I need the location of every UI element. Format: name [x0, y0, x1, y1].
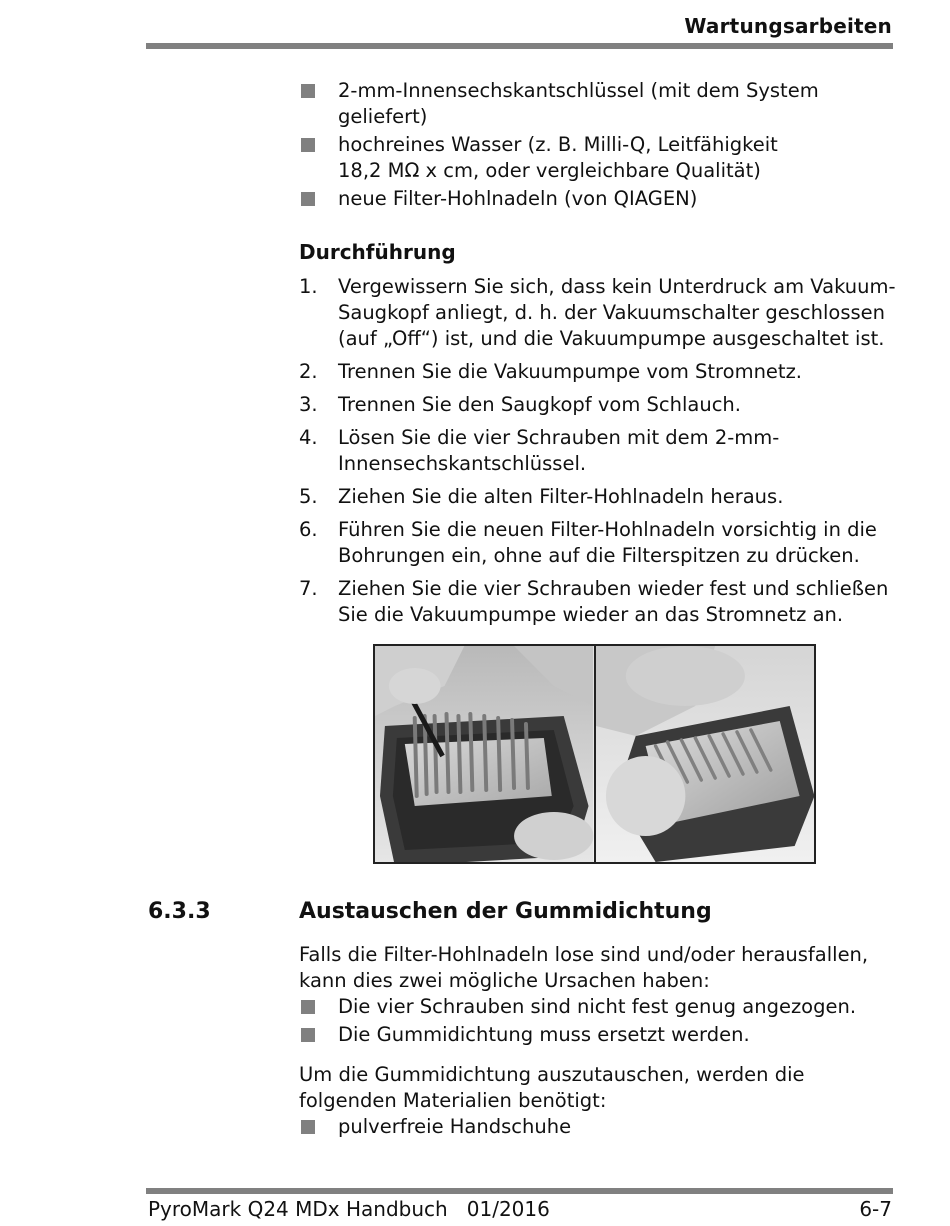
step-number: 2.: [299, 360, 318, 383]
step-number: 1.: [299, 275, 318, 298]
footer-rule: [146, 1188, 893, 1194]
step-number: 3.: [299, 393, 318, 416]
list-item: neue Filter-Hohlnadeln (von QIAGEN): [299, 186, 899, 212]
step-number: 6.: [299, 518, 318, 541]
procedure-heading: Durchführung: [299, 240, 456, 264]
procedure-steps: [299, 274, 899, 628]
step-item: 5. Ziehen Sie die alten Filter-Hohlnadeln heraus.: [299, 485, 784, 508]
page-number: 6-7: [859, 1197, 892, 1221]
section-number: 6.3.3: [148, 899, 211, 924]
footer-document-title: PyroMark Q24 MDx Handbuch 01/2016: [148, 1197, 550, 1221]
step-item: 3. Trennen Sie den Saugkopf vom Schlauch.: [299, 393, 741, 416]
list-item: hochreines Wasser (z. B. Milli-Q, Leitfähigkeit 18,2 MΩ x cm, oder vergleichbare Qualität): [299, 132, 899, 184]
materials-list: [299, 78, 899, 212]
list-item: Die Gummidichtung muss ersetzt werden.: [299, 1022, 899, 1048]
step-item: 6. Führen Sie die neuen Filter-Hohlnadeln vorsichtig in die Bohrungen ein, ohne auf die Filterspitzen zu drücken.: [299, 518, 877, 567]
section-body: [299, 942, 899, 1140]
step-number: 7.: [299, 577, 318, 600]
photo-illustration-left: [375, 646, 594, 862]
step-item: 1. Vergewissern Sie sich, dass kein Unterdruck am Vakuum- Saugkopf anliegt, d. h. der Vakuumschalter geschlossen (auf „Off“) ist, und die Vakuumpumpe ausgeschaltet ist.: [299, 275, 896, 350]
section-materials-intro: Um die Gummidichtung auszutauschen, werden die folgenden Materialien benötigt:: [299, 1063, 805, 1112]
header-rule: [146, 43, 893, 49]
list-item: pulverfreie Handschuhe: [299, 1114, 899, 1140]
section-title: Austauschen der Gummidichtung: [299, 899, 712, 924]
photo-loosen-screws: [375, 646, 594, 862]
section-intro: Falls die Filter-Hohlnadeln lose sind und/oder herausfallen, kann dies zwei mögliche Ursachen haben:: [299, 943, 869, 992]
step-number: 4.: [299, 426, 318, 449]
step-item: 7. Ziehen Sie die vier Schrauben wieder fest und schließen Sie die Vakuumpumpe wieder an das Stromnetz an.: [299, 577, 889, 626]
step-number: 5.: [299, 485, 318, 508]
photo-illustration-right: [596, 646, 815, 862]
list-item: Die vier Schrauben sind nicht fest genug angezogen.: [299, 994, 899, 1020]
step-item: 4. Lösen Sie die vier Schrauben mit dem 2-mm- Innensechskantschlüssel.: [299, 426, 780, 475]
header-title: Wartungsarbeiten: [684, 14, 892, 38]
photo-insert-needles: [594, 646, 815, 862]
procedure-photos: [373, 644, 816, 864]
list-item: 2-mm-Innensechskantschlüssel (mit dem System geliefert): [299, 78, 899, 130]
step-item: 2. Trennen Sie die Vakuumpumpe vom Stromnetz.: [299, 360, 803, 383]
